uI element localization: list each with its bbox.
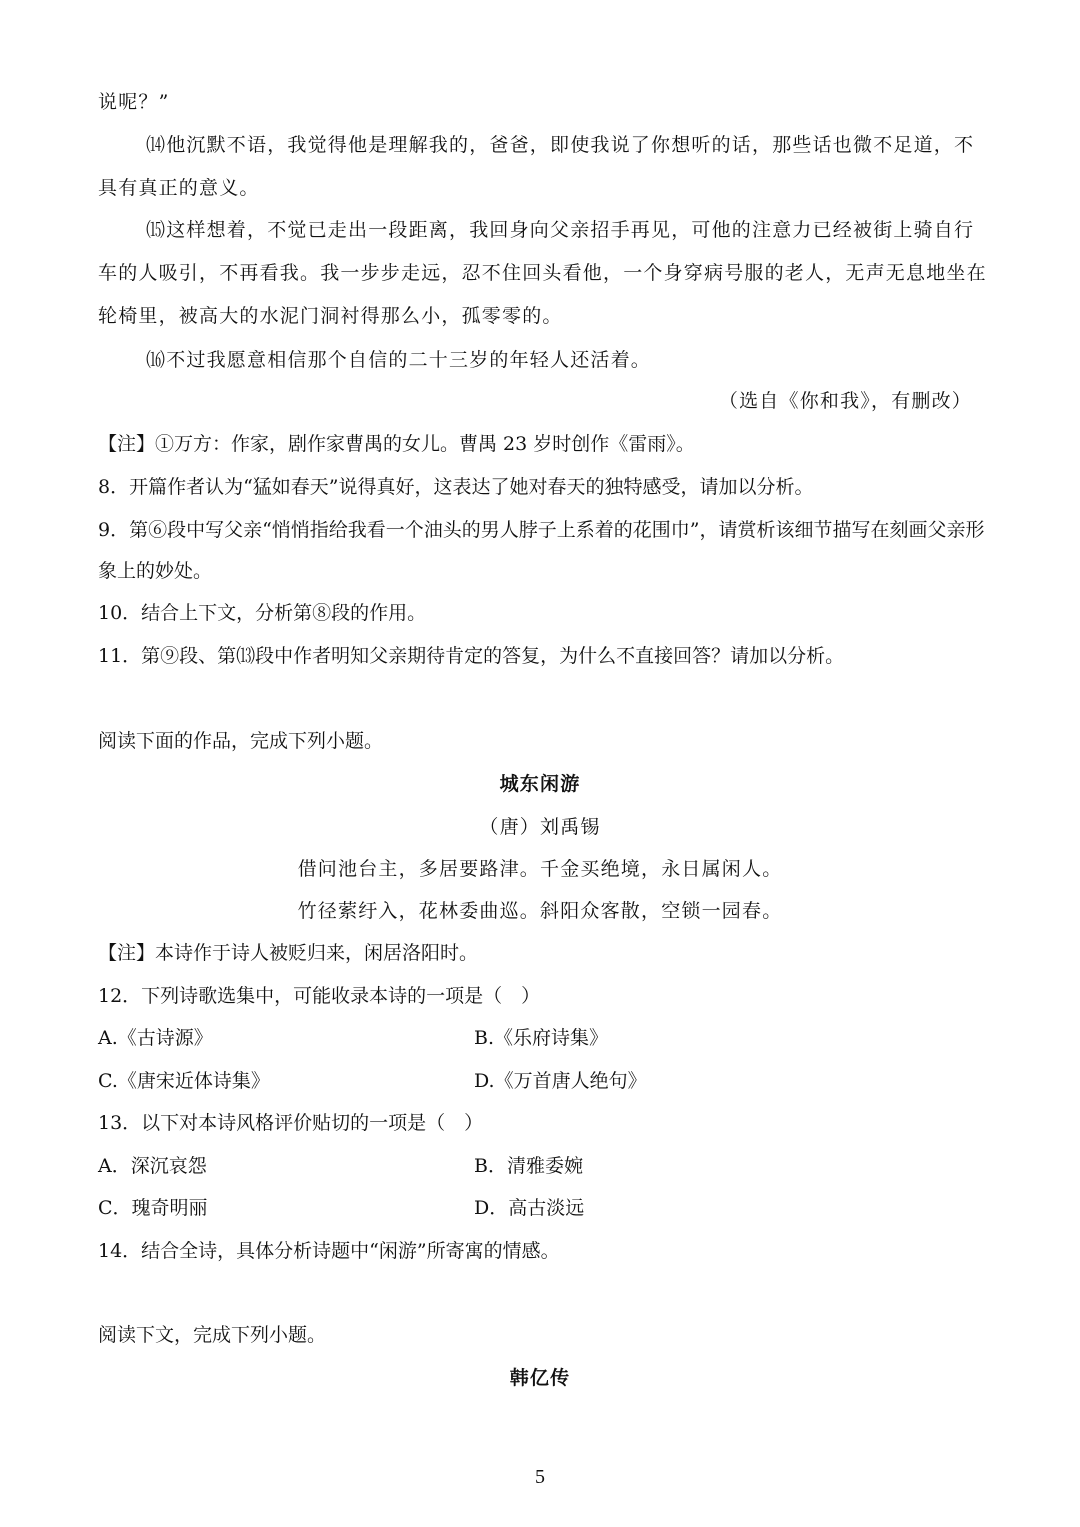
next-section-intro: 阅读下文，完成下列小题。 bbox=[98, 1324, 327, 1346]
q13-option-d: D．高古淡远 bbox=[474, 1197, 585, 1219]
q12-option-a: A.《古诗源》 bbox=[98, 1027, 213, 1049]
poem-line-2: 竹径萦纡入，花林委曲巡。斜阳众客散，空锁一园春。 bbox=[297, 900, 783, 922]
poem-note: 【注】本诗作于诗人被贬归来，闲居洛阳时。 bbox=[98, 942, 479, 964]
paragraph-14: ⒁他沉默不语，我觉得他是理解我的，爸爸，即使我说了你想听的话，那些话也微不足道，不具有真正的意义。 bbox=[98, 134, 975, 199]
page-number: 5 bbox=[535, 1466, 545, 1488]
question-10: 10．结合上下文，分析第⑧段的作用。 bbox=[98, 602, 427, 624]
poem-title: 城东闲游 bbox=[499, 773, 581, 795]
q12-option-c: C.《唐宋近体诗集》 bbox=[98, 1070, 270, 1092]
poem-section-intro: 阅读下面的作品，完成下列小题。 bbox=[98, 730, 384, 752]
question-14: 14．结合全诗，具体分析诗题中“闲游”所寄寓的情感。 bbox=[98, 1240, 560, 1262]
paragraph-16: ⒃不过我愿意相信那个自信的二十三岁的年轻人还活着。 bbox=[146, 349, 652, 371]
question-9-line-1: 9．第⑥段中写父亲“悄悄指给我看一个油头的男人脖子上系着的花围巾”，请赏析该细节描写在刻画父亲形 bbox=[98, 519, 985, 541]
passage-note: 【注】①万方：作家，剧作家曹禺的女儿。曹禺 23 岁时创作《雷雨》。 bbox=[98, 433, 695, 455]
source-citation: （选自《你和我》，有删改） bbox=[718, 390, 972, 412]
poem-author: （唐）刘禹锡 bbox=[479, 816, 601, 838]
question-12: 12．下列诗歌选集中，可能收录本诗的一项是（ ） bbox=[98, 985, 541, 1007]
passage-line-continued: 说呢？” bbox=[98, 91, 170, 113]
paragraph-15: ⒂这样想着，不觉已走出一段距离，我回身向父亲招手再见，可他的注意力已经被街上骑自行车的人吸引，不再看我。我一步步走远，忍不住回头看他，一个身穿病号服的老人，无声无息地坐在轮椅里，被高大的水泥门洞衬得那么小，孤零零的。 bbox=[98, 219, 987, 327]
q12-option-d: D.《万首唐人绝句》 bbox=[474, 1070, 647, 1092]
q13-option-a: A．深沉哀怨 bbox=[98, 1155, 207, 1177]
next-section-title: 韩亿传 bbox=[509, 1367, 571, 1389]
question-13: 13．以下对本诗风格评价贴切的一项是（ ） bbox=[98, 1112, 484, 1134]
poem-line-1: 借问池台主，多居要路津。千金买绝境，永日属闲人。 bbox=[297, 858, 783, 880]
question-9-line-2: 象上的妙处。 bbox=[98, 560, 213, 582]
q13-option-b: B．清雅委婉 bbox=[474, 1155, 583, 1177]
question-11: 11．第⑨段、第⒀段中作者明知父亲期待肯定的答复，为什么不直接回答？请加以分析。 bbox=[98, 645, 845, 667]
q13-option-c: C．瑰奇明丽 bbox=[98, 1197, 208, 1219]
q12-option-b: B.《乐府诗集》 bbox=[474, 1027, 609, 1049]
question-8: 8．开篇作者认为“猛如春天”说得真好，这表达了她对春天的独特感受，请加以分析。 bbox=[98, 476, 814, 498]
